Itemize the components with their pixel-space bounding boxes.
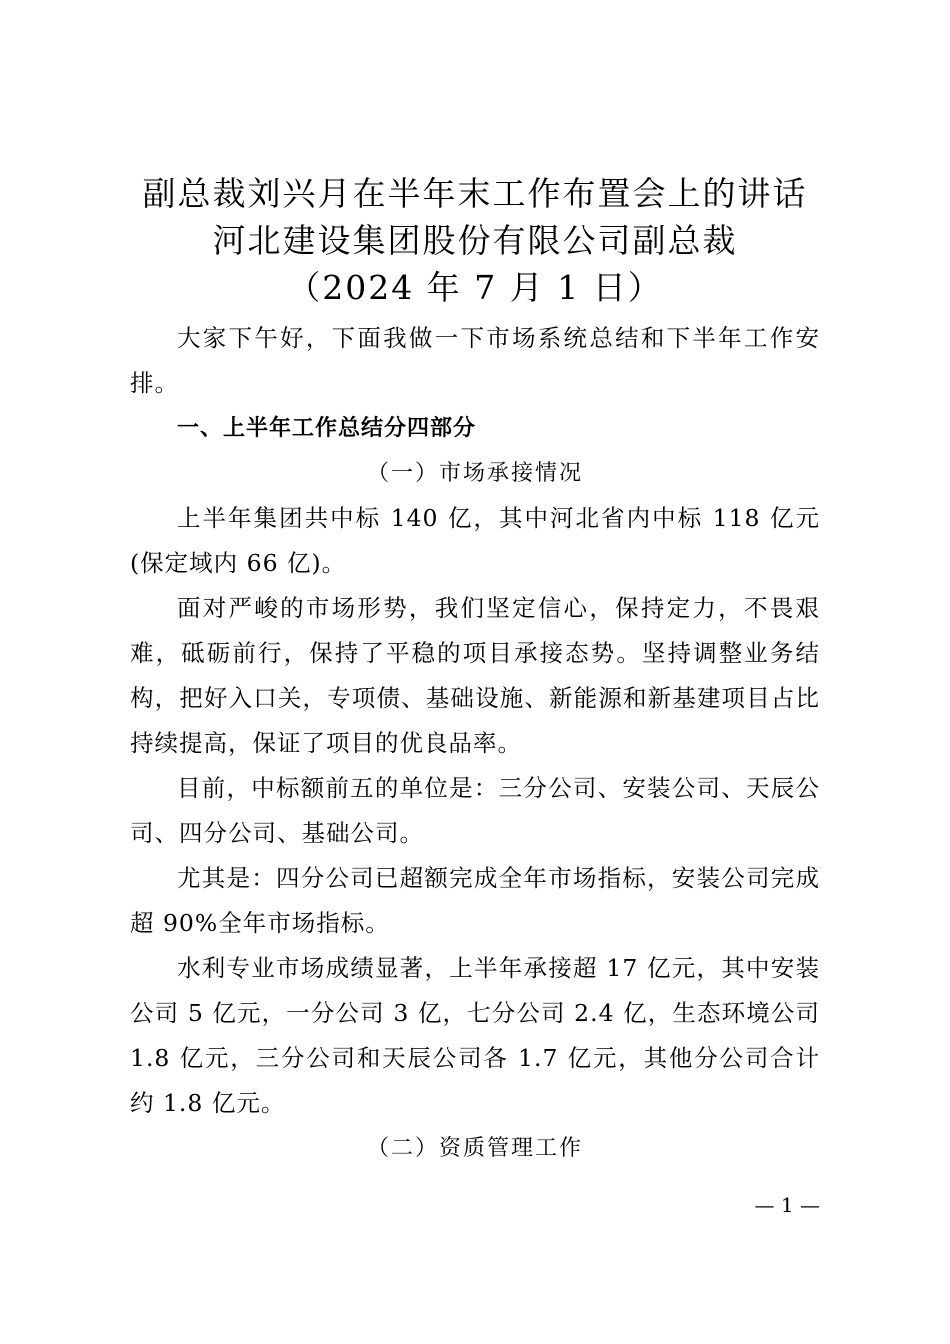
paragraph-bids-total: 上半年集团共中标 140 亿，其中河北省内中标 118 亿元(保定域内 66 亿)。	[130, 504, 820, 577]
title-line-speech: 副总裁刘兴月在半年末工作布置会上的讲话	[142, 174, 808, 213]
intro-paragraph: 大家下午好，下面我做一下市场系统总结和下半年工作安排。	[130, 324, 820, 397]
document-body	[130, 316, 820, 1171]
section-heading-1: 一、上半年工作总结分四部分	[177, 416, 477, 441]
paragraph-top-five: 目前，中标额前五的单位是：三分公司、安装公司、天辰公司、四分公司、基础公司。	[130, 774, 820, 847]
paragraph-water-conservancy: 水利专业市场成绩显著，上半年承接超 17 亿元，其中安装公司 5 亿元，一分公司 3 亿，七分公司 2.4 亿，生态环境公司 1.8 亿元，三分公司和天辰公司各 1.7 亿元，其他分公司合计约 1.8 亿元。	[130, 954, 820, 1117]
title-line-date: （2024 年 7 月 1 日）	[287, 268, 663, 307]
subsection-heading-2: （二）资质管理工作	[366, 1136, 583, 1161]
subsection-heading-1: （一）市场承接情况	[366, 461, 583, 486]
title-line-speaker: 河北建设集团股份有限公司副总裁	[212, 221, 738, 260]
document-title	[130, 170, 820, 311]
page-number: — 1 —	[754, 1193, 820, 1217]
paragraph-highlights: 尤其是：四分公司已超额完成全年市场指标，安装公司完成超 90%全年市场指标。	[130, 864, 820, 937]
paragraph-market-situation: 面对严峻的市场形势，我们坚定信心，保持定力，不畏艰难，砥砺前行，保持了平稳的项目承接态势。坚持调整业务结构，把好入口关，专项债、基础设施、新能源和新基建项目占比持续提高，保证了项目的优良品率。	[130, 594, 820, 757]
